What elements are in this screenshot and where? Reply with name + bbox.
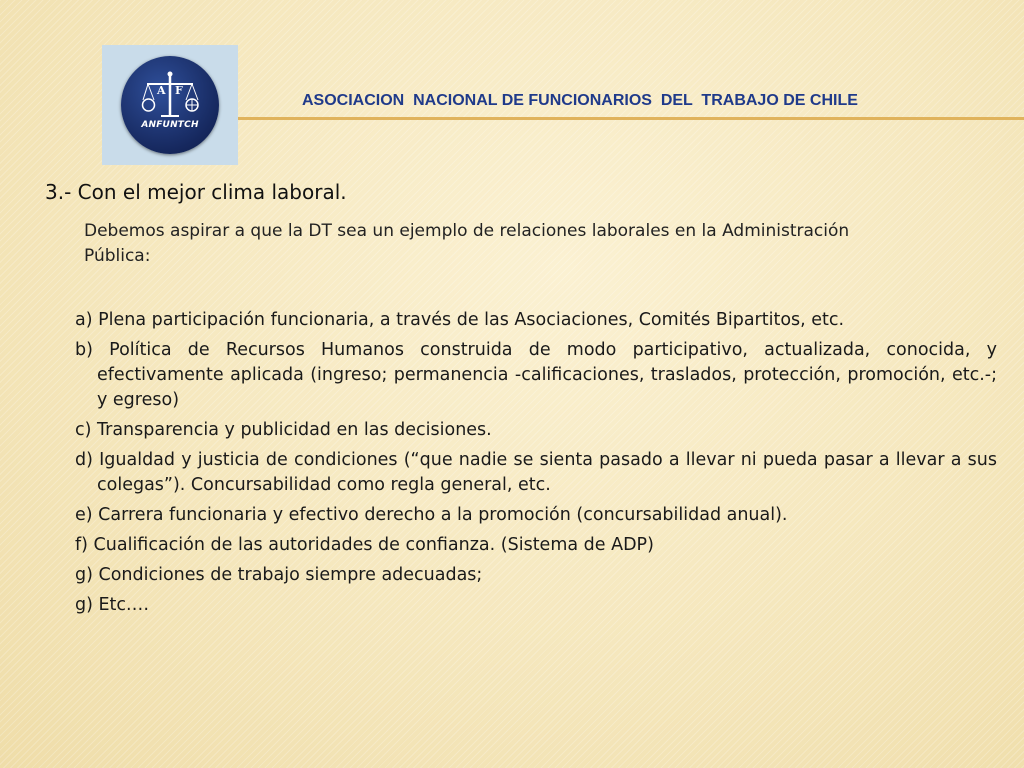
section-title: 3.- Con el mejor clima laboral. — [45, 180, 347, 204]
list-item: g) Condiciones de trabajo siempre adecuadas; — [75, 565, 483, 585]
header-divider — [238, 117, 1024, 120]
logo-text: ANFUNTCH — [141, 120, 199, 130]
anfuntch-scales-logo-icon — [121, 56, 219, 154]
svg-text:F: F — [175, 84, 183, 97]
list-item: b) Política de Recursos Humanos construida de modo participativo, actualizada, conocida, y efectivamente aplicada (ingreso; permanencia -calificaciones, traslados, protección, promoción, etc.-; y egreso) — [75, 340, 997, 410]
section-intro: Debemos aspirar a que la DT sea un ejemplo de relaciones laborales en la Administración Pública: — [84, 221, 850, 266]
list-item: g) Etc.… — [75, 595, 150, 615]
scales-of-justice-icon — [121, 56, 219, 154]
list-item: d) Igualdad y justicia de condiciones (“que nadie se sienta pasado a llevar ni pueda pasar a llevar a sus colegas”). Concursabilidad como regla general, etc. — [75, 450, 997, 495]
list-item: e) Carrera funcionaria y efectivo derecho a la promoción (concursabilidad anual). — [75, 505, 788, 525]
svg-text:A: A — [157, 84, 166, 97]
list-item: a) Plena participación funcionaria, a través de las Asociaciones, Comités Bipartitos, etc. — [75, 310, 845, 330]
list-item: c) Transparencia y publicidad en las decisiones. — [75, 420, 492, 440]
list-item: f) Cualificación de las autoridades de confianza. (Sistema de ADP) — [75, 535, 654, 555]
logo — [102, 45, 238, 165]
item-list — [75, 308, 997, 623]
org-title: ASOCIACION NACIONAL DE FUNCIONARIOS DEL TRABAJO DE CHILE — [302, 92, 858, 109]
